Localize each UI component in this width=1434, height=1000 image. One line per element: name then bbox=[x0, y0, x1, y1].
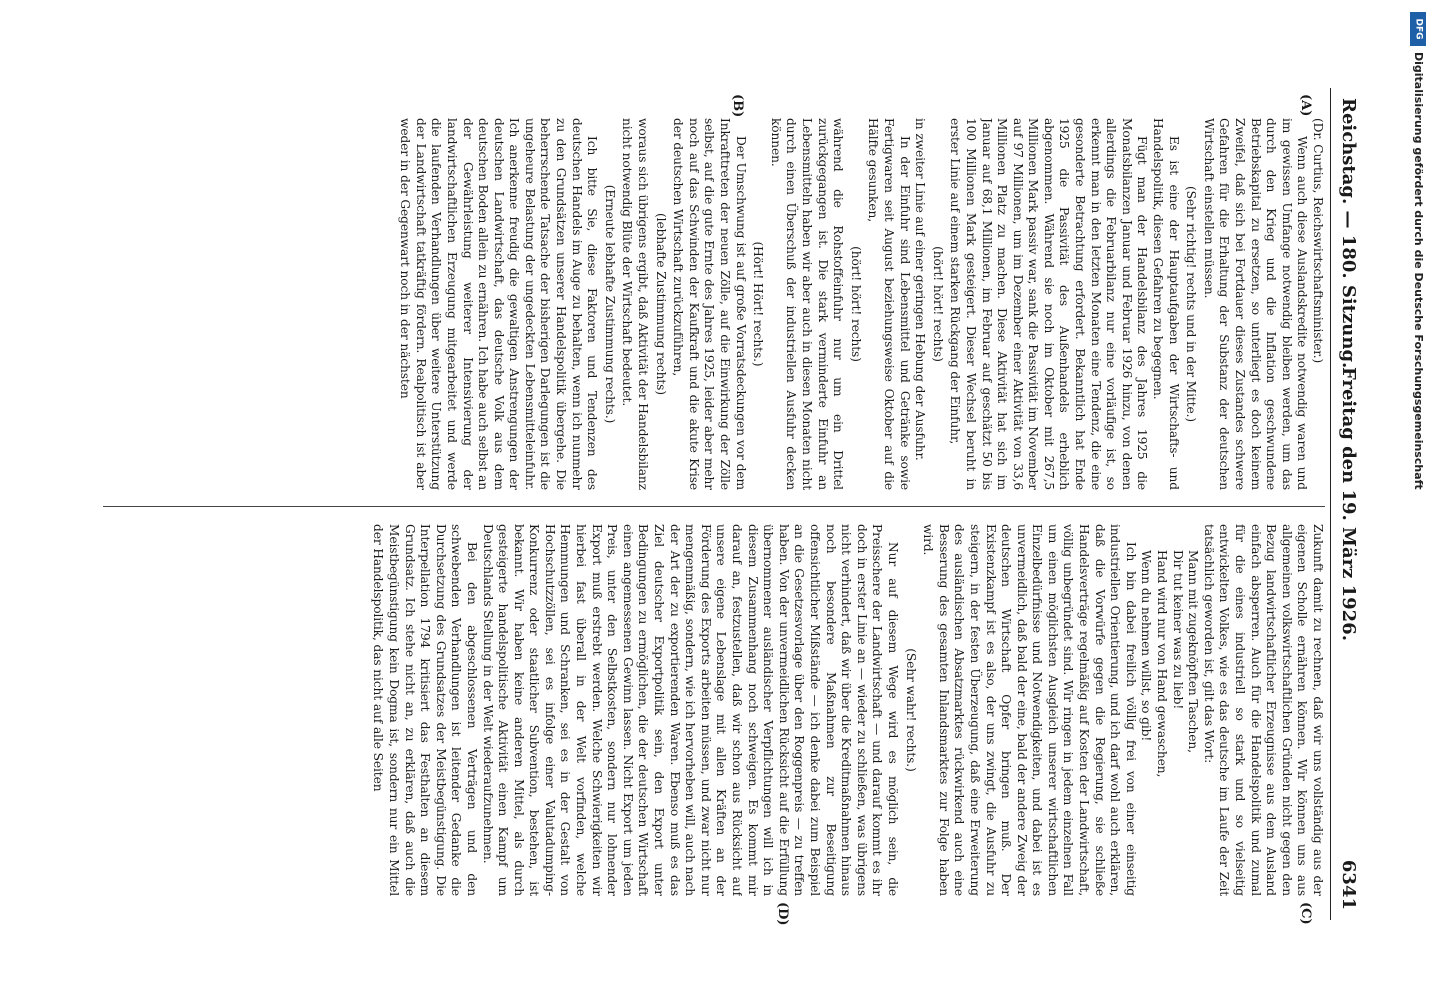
remark: (Erneute lebhafte Zustimmung rechts.) bbox=[602, 184, 617, 424]
paragraph: In der Einfuhr sind Lebensmittel und Getränke sowie Fertigwaren seit August beziehungsweise Oktober auf die Hälfte gesunken, bbox=[866, 118, 912, 490]
margin-marker-b: (B) bbox=[730, 94, 745, 118]
paragraph: Der Umschwung ist auf große Vorratsdeckungen vor dem Inkrafttreten der neuen Zölle, auf die Einwirkung der Zölle selbst, auf die gute Ernte des Jahres 1925, leider aber mehr noch auf das Schwinden der Kaufkraft und die akute Krise der deutschen Wirtschaft zurückzuführen, bbox=[671, 118, 748, 490]
paragraph: Ich bin dabei freilich völlig frei von einer einseitig industriellen Orientierung, und ich darf wohl auch erklären, daß die Vorwürfe gegen die Regierung, sie schließe Handelsverträge regelmäßig auf Kosten der Landwirtschaft, völlig unbegründet sind. Wir ringen in jedem einzelnen Fall um einen möglichsten Ausgleich unserer wirtschaftlichen Einzelbedürfnisse und Notwendigkeiten, und dabei ist es unvermeidlich, daß bald der eine, bald der andere Zweig der deutschen Wirtschaft Opfer bringen muß. Der Existenzkampf ist es also, der uns zwingt, die Ausfuhr zu steigern, in der festen Überzeugung, daß eine Erweiterung des ausländischen Absatzmarktes rückwirkend auch eine Besserung des gesamten Inlandsmarktes zur Folge haben wird. bbox=[921, 524, 1138, 896]
remark: (hört! hört! rechts) bbox=[848, 246, 863, 362]
remark: (Sehr wahr! rechts.) bbox=[903, 648, 918, 772]
paragraph: Bei den abgeschlossenen Verträgen und den schwebenden Verhandlungen ist leitender Gedanke die Durchsetzung des Grundsatzes der Meistbegünstigung. Die Interpellation 1794 kritisiert das Festhalten an diesem Grundsatz. Ich stehe nicht an, zu erklären, daß auch die Meistbegünstigung kein Dogma ist, sondern nur ein Mittel der Handelspolitik, das nicht auf alle Seiten bbox=[371, 524, 479, 896]
header-date: Freitag den 19. März 1926. bbox=[1338, 367, 1359, 641]
remark: (Sehr richtig! rechts und in der Mitte.) bbox=[1184, 185, 1199, 423]
paragraph: woraus sich übrigens ergibt, daß Aktivität der Handelsbilanz nicht notwendig Blüte der Wirtschaft bedeutet. bbox=[620, 118, 651, 490]
dfg-logo-icon: DFG bbox=[1410, 12, 1426, 46]
page-number: 6341 bbox=[1338, 859, 1359, 910]
header-left: Reichstag. — 180. Sitzung. bbox=[1338, 98, 1359, 369]
text-column-right bbox=[99, 524, 1325, 896]
credit-text: Digitalisierung gefördert durch die Deutsche Forschungsgemeinschaft bbox=[1412, 52, 1425, 490]
verse-line: Mann mit zugeknöpften Taschen, bbox=[1186, 550, 1201, 753]
paragraph: Ich bitte Sie, diese Faktoren und Tendenzen des deutschen Handels im Auge zu behalten, wenn ich nunmehr zu den Grundsätzen unserer Handelspolitik übergehe. Die beherrschende Tatsache der bisherigen Darlegungen ist die ungeheure Belastung der ungedeckten Lebensmitteleinfuhr. Ich anerkenne freudig die gewaltigen Anstrengungen der deutschen Landwirtschaft, das deutsche Volk aus dem deutschen Boden allein zu ernähren. Ich habe auch selbst an der Gewährleistung weiterer Intensivierung der landwirtschaftlichen Erzeugung mitgearbeitet und werde die laufenden Verhandlungen über weitere Unterstützung der Landwirtschaft tatkräftig fördern. Realpolitisch ist aber weder in der Gegenwart noch in der nächsten bbox=[398, 118, 600, 490]
digitization-credit bbox=[1406, 8, 1430, 668]
margin-marker-d: (D) bbox=[775, 902, 790, 926]
remark: (lebhafte Zustimmung rechts) bbox=[653, 213, 668, 395]
paragraph: Es ist eine der Hauptaufgaben der Wirtschafts- und Handelspolitik, diesen Gefahren zu begegnen. bbox=[1151, 118, 1181, 490]
verse-line: Wenn du nehmen willst, so gib! bbox=[1139, 550, 1154, 742]
verse-line: Dir tut keiner was zu lieb! bbox=[1170, 550, 1185, 710]
paragraph: Zukunft damit zu rechnen, daß wir uns vollständig aus der eigenen Scholle ernähren können. Wir können uns aus allgemeinen volkswirtschaftlichen Gründen nicht gegen den Bezug landwirtschaftlicher Erzeugnisse aus dem Ausland einfach absperren. Auch für die Handelspolitik und zumal für die eines industriell so stark und so vielseitig entwickelten Volkes, wie es das deutsche im Laufe der Zeit tatsächlich geworden ist, gilt das Wort: bbox=[1201, 524, 1325, 896]
verse-line: Hand wird nur von Hand gewaschen, bbox=[1155, 550, 1170, 778]
paragraph: während die Rohstoffeinfuhr nur um ein Drittel zurückgegangen ist. Die stark verminderte Einfuhr an Lebensmitteln haben wir aber auch in diesen Monaten nicht durch einen Überschuß der industriellen Ausfuhr decken können. bbox=[768, 118, 846, 490]
page-header bbox=[1330, 88, 1365, 920]
paragraph: in zweiter Linie auf einer geringen Hebung der Ausfuhr. bbox=[913, 118, 928, 461]
newspaper-page bbox=[95, 88, 1365, 926]
paragraph: Wenn auch diese Auslandskredite notwendig waren und im gewissen Umfange notwendig bleiben werden, um das durch den Krieg und die Inflation geschwundene Betriebskapital zu ersetzen, so unterliegt es doch keinem Zweifel, daß sich bei Fortdauer dieses Zustandes schwere Gefahren für die Erhaltung der Substanz der deutschen Wirtschaft einstellen müssen. bbox=[1201, 118, 1310, 490]
margin-marker-a: (A) bbox=[1298, 94, 1313, 117]
remark: (hört! hört! rechts) bbox=[930, 246, 945, 362]
remark: (Hört! Hört! rechts.) bbox=[751, 241, 766, 367]
paragraph: Fügt man der Handelsbilanz des Jahres 1925 die Monatsbilanzen Januar und Februar 1926 hinzu, von denen allerdings die Februarbilanz nur eine vorläufige ist, so erkennt man in den letzten Monaten eine Tendenz, die eine gesonderte Betrachtung erfordert. Bekanntlich hat Ende 1925 die Passivität des Außenhandels erheblich abgenommen. Während sie noch im Oktober mit 267,5 Millionen Mark passiv war, sank die Passivität im November auf 97 Millionen, um im Dezember einer Aktivität von 33,6 Millionen Platz zu machen. Diese Aktivität hat sich im Januar auf 68,1 Millionen, im Februar auf geschätzt 50 bis 100 Millionen Mark gesteigert. Dieser Wechsel beruht in erster Linie auf einem starken Rückgang der Einfuhr, bbox=[948, 118, 1150, 490]
margin-marker-c: (C) bbox=[1298, 902, 1313, 925]
paragraph: Nur auf diesem Wege wird es möglich sein, die Preisschere der Landwirtschaft — und darauf kommt es ihr doch in erster Linie an — wieder zu schließen, was übrigens nicht verhindert, daß wir über die Kreditmaßnahmen hinaus noch besondere Maßnahmen zur Beseitigung offensichtlicher Mißstände — ich denke dabei zum Beispiel an die Gesetzesvorlage über den Roggenpreis — zu treffen haben. Von der unvermeidlichen Rücksicht auf die Erfüllung übernommener ausländischer Verpflichtungen will ich in diesem Zusammenhang noch schweigen. Es kommt mir darauf an, festzustellen, daß wir schon aus Rücksicht auf unsere eigene Lebenslage mit allen Kräften an der Förderung des Exports arbeiten müssen, und zwar nicht nur mengenmäßig, sondern, wie ich hervorheben will, auch nach der Art der zu exportierenden Waren. Ebenso muß es das Ziel deutscher Exportpolitik sein, den Export unter Bedingungen zu ermöglichen, die der deutschen Wirtschaft einen angemessenen Gewinn lassen. Nicht Export um jeden Preis, unter den Selbstkosten, sondern nur lohnender Export muß erstrebt werden. Welche Schwierigkeiten wir hierbei fast überall in der Welt vorfinden, welche Hemmungen und Schranken, sei es in der Gestalt von Hochschutzzöllen, sei es infolge einer Valutadumping-Konkurrenz oder staatlicher Subvention, bestehen, ist bekannt. Wir haben keine anderen Mittel, als durch gesteigerte handelspolitische Aktivität einen Kampf um Deutschlands Stellung in der Welt wiederaufzunehmen. bbox=[480, 524, 900, 896]
speaker-line: (Dr. Curtius, Reichswirtschaftsminister.) bbox=[1311, 118, 1325, 364]
text-column-left bbox=[99, 118, 1325, 490]
column-divider bbox=[103, 506, 1325, 507]
